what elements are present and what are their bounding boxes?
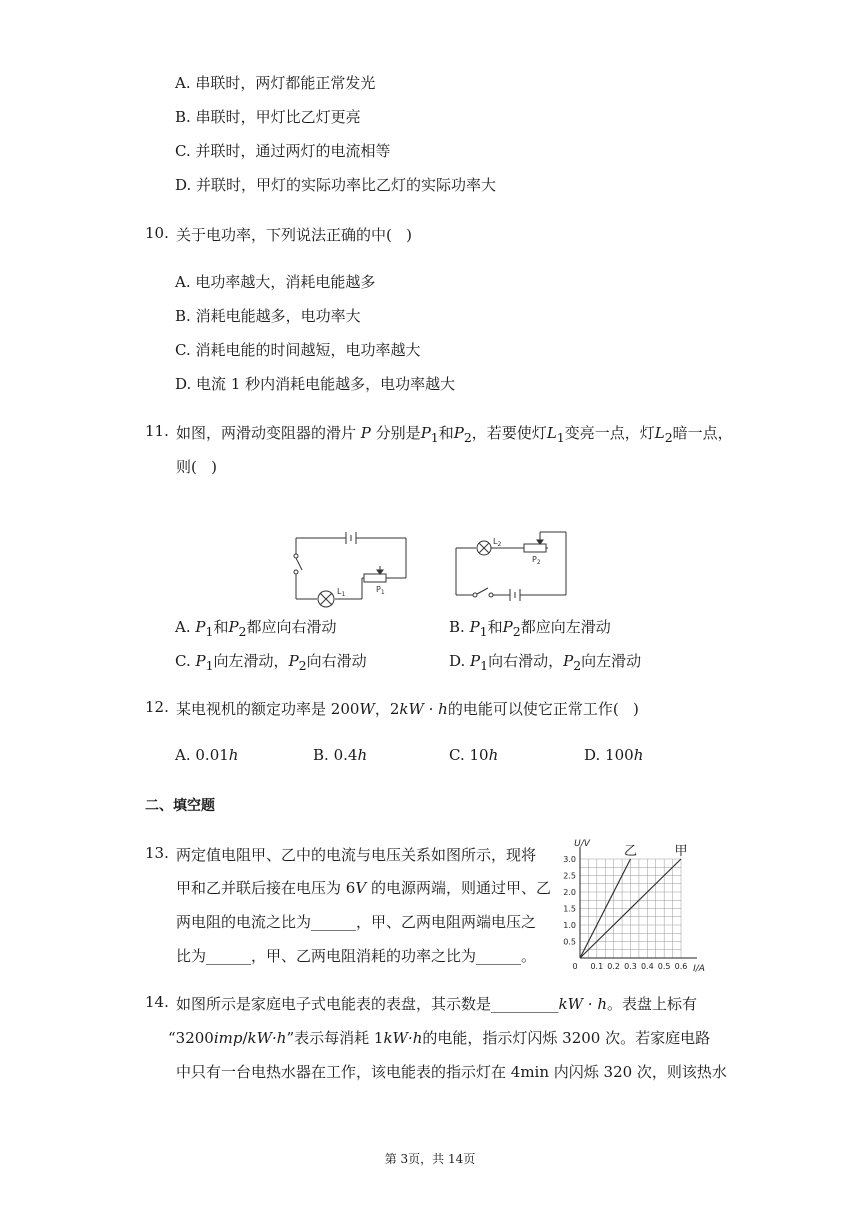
series-label: 甲 [674, 844, 688, 859]
circuit-diagram-1 [286, 526, 416, 612]
q14-number: 14. [145, 993, 169, 1011]
q11-stem-line2: 则( ) [176, 458, 218, 476]
svg-text:L1: $L_1$ [337, 587, 346, 598]
q11-option-d: D. $P_1$向右滑动，$P_2$向左滑动 [449, 652, 642, 673]
q12-number: 12. [145, 698, 169, 716]
q14-line2: “3200imp/kW·h”表示每消耗 1kW·h的电能，指示灯闪烁 3200 次。若家庭电路 [168, 1029, 711, 1047]
q11-option-a: A. $P_1$和$P_2$都应向右滑动 [175, 618, 337, 639]
q13-number: 13. [145, 844, 169, 862]
x-tick-label: 0.3 [624, 962, 637, 971]
q13-line3: 两电阻的电流之比为______，甲、乙两电阻两端电压之 [176, 913, 537, 931]
y-tick-label: 2.5 [563, 871, 576, 881]
slider-arrow [377, 570, 383, 574]
circuit-diagram-2 [448, 526, 576, 608]
q9-option-b [175, 106, 361, 127]
switch-blade [477, 588, 488, 594]
option-text: 电流 1 秒内消耗电能越多，电功率越大 [196, 375, 456, 393]
q13-line2: 甲和乙并联后接在电压为 6V 的电源两端，则通过甲、乙 [176, 879, 551, 897]
switch-contact [294, 554, 298, 558]
q13-line1: 两定值电阻甲、乙中的电流与电压关系如图所示，现将 [176, 846, 537, 864]
q13-line4: 比为______，甲、乙两电阻消耗的功率之比为______。 [176, 947, 537, 965]
option-letter: A. [175, 273, 191, 291]
option-text: 串联时，甲灯比乙灯更亮 [195, 108, 361, 126]
q11-option-c: C. $P_1$向左滑动，$P_2$向右滑动 [175, 652, 367, 673]
option-text: 并联时，甲灯的实际功率比乙灯的实际功率大 [196, 176, 497, 194]
option-text: 串联时，两灯都能正常发光 [195, 74, 376, 92]
y-tick-label: 2.0 [563, 888, 576, 897]
y-tick-label: 1.5 [563, 904, 576, 914]
q11-stem: 如图，两滑动变阻器的滑片 P 分别是$P_1$和$P_2$，若要使灯$L_1$变亮一点，灯$L_2$暗一点， [176, 424, 733, 445]
y-tick-label: 1.0 [563, 921, 576, 930]
option-letter: D. [175, 176, 192, 194]
switch-blade [296, 558, 302, 570]
x-tick-label: 0.5 [657, 962, 671, 971]
q9-option-d [175, 174, 496, 195]
switch-contact [473, 593, 477, 597]
x-tick-label: 0.2 [607, 962, 621, 971]
rheostat-p2 [524, 544, 546, 552]
x-tick-label: 0.4 [640, 962, 654, 971]
svg-text:L2: $L_2$ [493, 537, 502, 548]
q11-number: 11. [145, 422, 169, 440]
slider-arrow [537, 540, 543, 544]
switch-contact [294, 570, 298, 574]
u-i-chart [556, 836, 722, 978]
switch-contact [489, 593, 493, 597]
option-letter: C. [175, 142, 191, 160]
q11-option-b: B. $P_1$和$P_2$都应向左滑动 [449, 618, 611, 639]
q14-line3: 中只有一台电热水器在工作，该电能表的指示灯在 4min 内闪烁 320 次，则该热水 [176, 1063, 727, 1081]
q9-option-a [175, 72, 375, 93]
q10-option-b [175, 305, 361, 326]
option-text: 消耗电能的时间越短，电功率越大 [195, 341, 421, 359]
q12-option-c: C. 10h [449, 746, 499, 764]
option-text: 电功率越大，消耗电能越多 [195, 273, 376, 291]
option-letter: B. [175, 307, 191, 325]
option-letter: A. [175, 74, 191, 92]
q12-option-a: A. 0.01h [175, 746, 239, 764]
y-axis-label: U/V [574, 839, 590, 849]
svg-text:P2: $P_2$ [532, 555, 541, 566]
option-text: 并联时，通过两灯的电流相等 [195, 142, 391, 160]
option-letter: C. [175, 341, 191, 359]
origin-label: 0 [572, 962, 578, 971]
q12-option-b: B. 0.4h [313, 746, 368, 764]
svg-text:P1: $P_1$ [376, 585, 385, 596]
x-tick-label: 0.6 [674, 962, 688, 971]
y-tick-label: 3.0 [563, 855, 576, 864]
section-heading: 二、填空题 [145, 798, 215, 814]
rheostat-p1 [364, 574, 386, 582]
q12-stem: 某电视机的额定功率是 200W，2kW · h的电能可以使它正常工作( ) [176, 700, 639, 718]
q9-option-c [175, 140, 391, 161]
q10-option-d [175, 373, 455, 394]
y-tick-label: 0.5 [563, 937, 576, 947]
x-axis-label: I/A [693, 964, 705, 974]
option-letter: B. [175, 108, 191, 126]
x-tick-label: 0.1 [590, 962, 604, 971]
series-label: 乙 [623, 844, 638, 859]
q10-option-c [175, 339, 421, 360]
q10-number: 10. [145, 224, 169, 242]
q12-option-d: D. 100h [584, 746, 644, 764]
page-footer: 第 3页，共 14页 [384, 1152, 476, 1166]
option-letter: D. [175, 375, 192, 393]
q10-option-a [175, 271, 375, 292]
q10-stem: 关于电功率，下列说法正确的中( ) [176, 226, 413, 244]
q14-line1: 如图所示是家庭电子式电能表的表盘，其示数是_________kW · h。表盘上标有 [176, 995, 698, 1013]
option-text: 消耗电能越多，电功率大 [195, 307, 361, 325]
